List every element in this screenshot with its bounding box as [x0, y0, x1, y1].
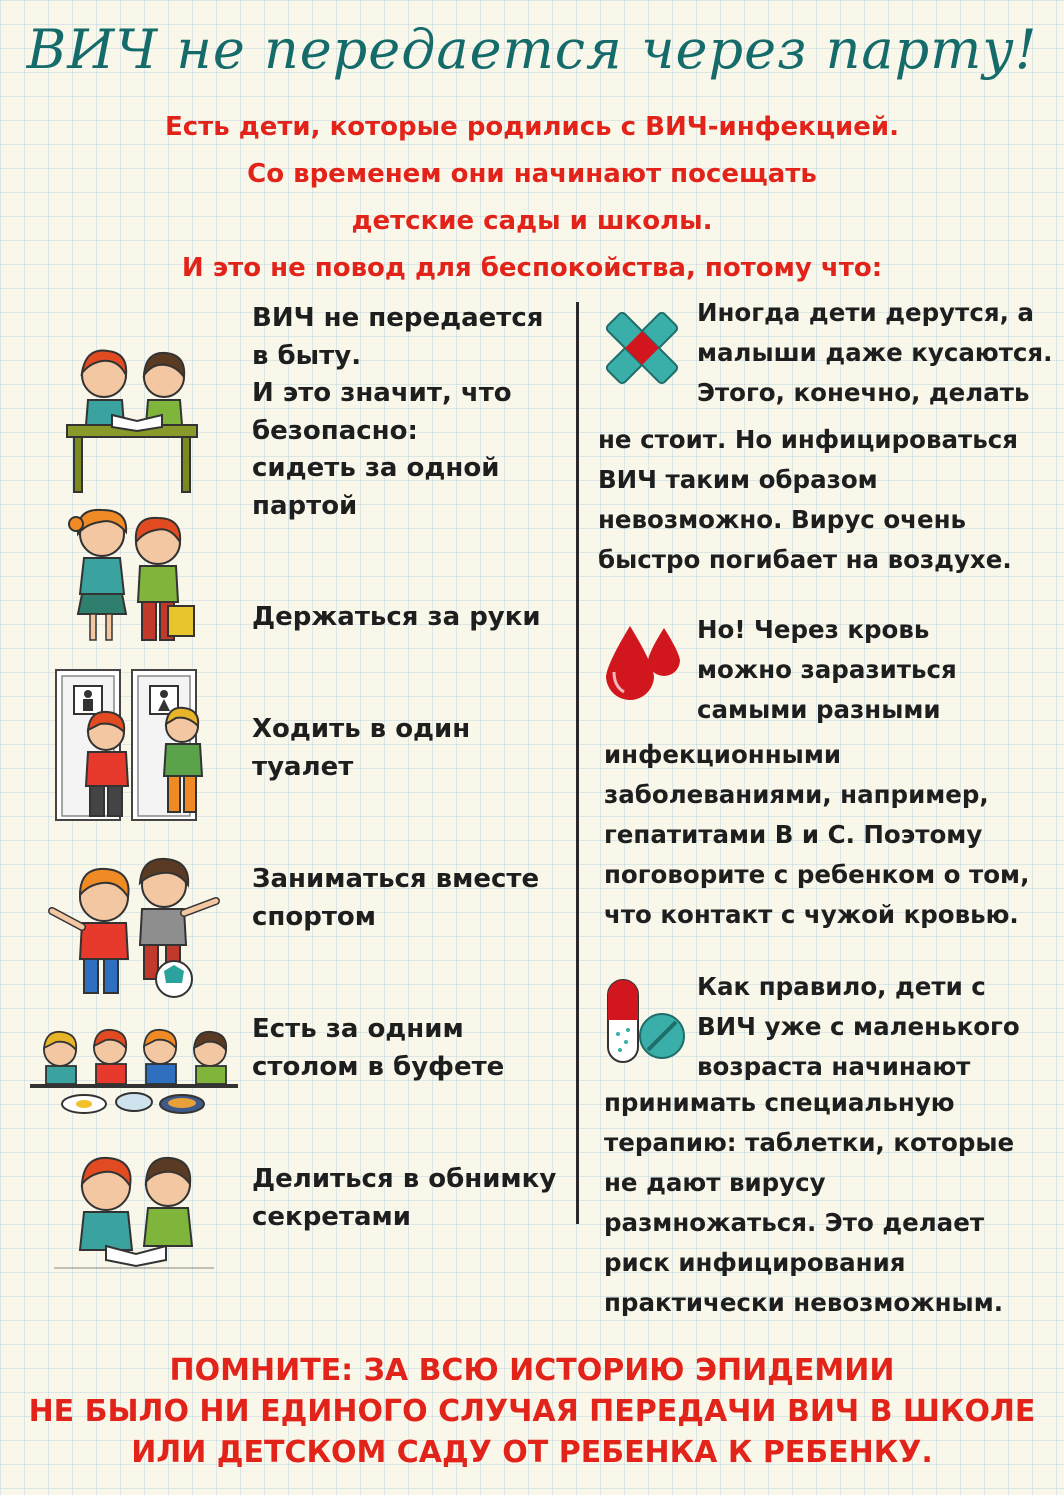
right-block-1-line: не стоит. Но инфицироваться	[598, 425, 1018, 454]
kids-sport-illustration	[44, 855, 224, 1000]
right-block-3-line: терапию: таблетки, которые	[604, 1128, 1015, 1157]
left-item-1-line: в быту.	[252, 340, 362, 371]
bandage-icon	[600, 306, 684, 390]
right-block-2-line: инфекционными	[604, 740, 842, 769]
left-item-1-line: И это значит, что	[252, 378, 512, 408]
left-item-6-text	[252, 1161, 562, 1236]
left-item-5-line: Есть за одним	[252, 1014, 464, 1044]
left-item-1-line: партой	[252, 490, 358, 521]
left-item-4-line: спортом	[252, 901, 377, 932]
left-item-1-line: сидеть за одной	[252, 453, 500, 483]
column-divider	[576, 302, 579, 1224]
kids-holding-hands-illustration	[64, 502, 204, 647]
kids-at-desk-illustration	[62, 345, 202, 495]
intro-line-3: детские сады и школы.	[351, 206, 713, 236]
right-block-3-line: размножаться. Это делает	[604, 1208, 985, 1237]
right-block-3-line: возраста начинают	[697, 1052, 971, 1081]
footer-line-3: ИЛИ ДЕТСКОМ САДУ ОТ РЕБЕНКА К РЕБЕНКУ.	[131, 1435, 933, 1470]
right-block-1-line: быстро погибает на воздухе.	[598, 545, 1012, 574]
right-block-1-line: Иногда дети дерутся, а	[697, 298, 1034, 327]
right-block-3-line: риск инфицирования	[604, 1248, 906, 1277]
right-block-3-line: Как правило, дети с	[697, 972, 986, 1001]
right-block-3-line: принимать специальную	[604, 1088, 955, 1117]
left-item-3-line: туалет	[252, 751, 354, 782]
footer-line-1: ПОМНИТЕ: ЗА ВСЮ ИСТОРИЮ ЭПИДЕМИИ	[169, 1353, 895, 1388]
right-block-2-line: заболеваниями, например,	[604, 780, 989, 809]
right-block-1-line: невозможно. Вирус очень	[598, 505, 967, 534]
left-item-6-line: секретами	[252, 1201, 412, 1232]
left-item-1-line: безопасно:	[252, 415, 418, 446]
left-item-5-line: столом в буфете	[252, 1051, 505, 1082]
right-block-3-line: ВИЧ уже с маленького	[697, 1012, 1020, 1041]
right-block-2-line: что контакт с чужой кровью.	[604, 900, 1019, 929]
intro-line-2: Со временем они начинают посещать	[247, 159, 817, 189]
right-block-3-line: не дают вирусу	[604, 1168, 826, 1197]
left-item-4-line: Заниматься вместе	[252, 864, 540, 894]
right-block-2-line: можно заразиться	[697, 655, 957, 684]
right-block-1-line: Этого, конечно, делать	[697, 378, 1030, 407]
right-block-2-line: самыми разными	[697, 695, 941, 724]
left-item-3-text	[252, 711, 562, 786]
left-item-6-line: Делиться в обнимку	[252, 1164, 557, 1194]
footer-line-2: НЕ БЫЛО НИ ЕДИНОГО СЛУЧАЯ ПЕРЕДАЧИ ВИЧ В ШКОЛЕ	[28, 1394, 1036, 1429]
right-block-2-line: поговорите с ребенком о том,	[604, 860, 1030, 889]
left-item-5-text	[252, 1011, 562, 1086]
left-item-3-line: Ходить в один	[252, 714, 471, 744]
kids-eating-illustration	[24, 1024, 244, 1116]
kids-secrets-illustration	[54, 1150, 214, 1270]
left-item-1-line: ВИЧ не передается	[252, 303, 544, 333]
right-block-2-line: гепатитами В и С. Поэтому	[604, 820, 983, 849]
right-block-1-line: малыши даже кусаются.	[697, 338, 1053, 367]
kids-toilet-doors-illustration	[54, 668, 214, 823]
right-block-3-line: практически невозможным.	[604, 1288, 1004, 1317]
left-item-1-text	[252, 300, 562, 525]
blood-drops-icon	[600, 622, 682, 706]
page-title: ВИЧ не передается через парту!	[26, 18, 1038, 81]
intro-line-1: Есть дети, которые родились с ВИЧ-инфекцией.	[164, 112, 899, 142]
intro-line-4: И это не повод для беспокойства, потому что:	[181, 253, 883, 283]
left-item-2-text: Держаться за руки	[252, 602, 541, 632]
pills-icon	[604, 978, 688, 1064]
right-block-1-line: ВИЧ таким образом	[598, 465, 878, 494]
right-block-2-line: Но! Через кровь	[697, 615, 930, 644]
left-item-4-text	[252, 861, 562, 936]
